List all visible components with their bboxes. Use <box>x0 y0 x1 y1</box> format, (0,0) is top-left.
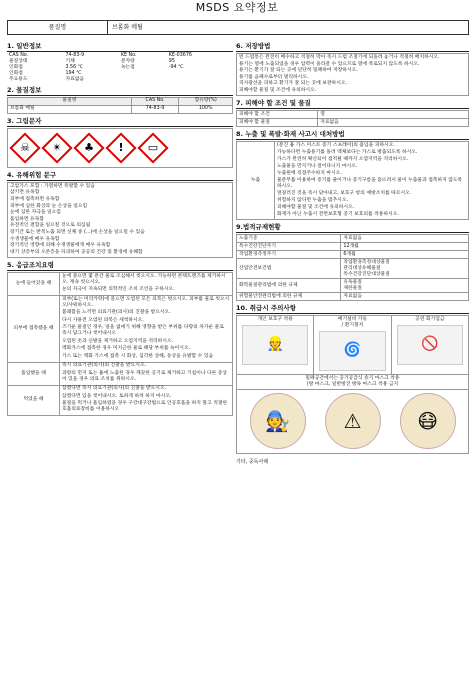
section-general-heading: 1. 일반정보 <box>7 42 233 52</box>
substance-name: 브롬화 메틸 <box>8 105 132 113</box>
respirator-worker-icon: 🧑‍🔧 <box>250 393 306 449</box>
firstaid-text <box>60 273 233 296</box>
general-info-value: 기체 <box>65 58 75 64</box>
handling-ppe <box>237 316 314 374</box>
leak-line: 가스가 완전히 확산되어 점적될 때까지 오염지역을 격리하시오. <box>277 156 409 162</box>
right-column <box>236 42 469 465</box>
general-info-value: 194 ℃ <box>65 70 82 76</box>
leak-line: 노출물을 만지거나 걸어다니지 마시오. <box>277 163 358 169</box>
section-leak-heading: 8. 누출 및 폭발·화재 사고시 대처방법 <box>236 130 469 140</box>
section-firstaid-heading: 5. 응급조치요령 <box>7 261 233 271</box>
general-info-row <box>7 77 233 83</box>
gas-mask-icon: 😷 <box>400 393 456 449</box>
ventilation-icon: 🌀 <box>319 331 385 371</box>
storage-line: 용기를 음폐수로부터 멀리하시오. <box>239 74 309 80</box>
firstaid-label: 눈에 들어갔을 때 <box>8 273 60 296</box>
avoid-table <box>236 110 469 127</box>
firstaid-line: 물질을 먹거나 흡입하였을 경우 구강대구강법으로 인공호흡을 하지 말고 적절한 호흡의료장비를 이용하시오 <box>62 400 228 412</box>
regulation-row <box>237 259 469 279</box>
general-info-label: 물질상태 <box>9 58 28 64</box>
storage-line: 빈 드럼통은 완전히 배수하고 적절히 막아 즉시 드럼 조절기에 되돌려 놓거나 적절히 배치하시오. <box>239 55 440 60</box>
section-handling-heading: 10. 취급시 주의사항 <box>236 304 469 314</box>
firstaid-label: 먹었을 때 <box>8 385 60 415</box>
regulation-row <box>237 293 469 301</box>
leak-text <box>275 142 469 220</box>
product-label: 품질명 <box>8 21 108 34</box>
regulation-value: 자료없음 <box>341 235 469 243</box>
firstaid-line: 즉시 의료기관(의사)의 진찰을 받으시오. <box>62 363 146 369</box>
section-substance-heading: 2. 물질정보 <box>7 86 233 96</box>
storage-text <box>236 53 469 96</box>
general-info-value: KE-03676 <box>168 53 192 58</box>
leak-line: (분진 흄 가스 미스트 증기 스프레이)의 흡입을 피하시오. <box>277 142 395 148</box>
general-info-label: KE No. <box>120 53 137 58</box>
handling-ventilation <box>314 316 391 374</box>
general-info-label <box>119 77 167 83</box>
hazard-statement: 유전적인 결함을 일으킬 것으로 의심됨 <box>10 223 91 229</box>
firstaid-line: 오염된 옷과 신발을 제거하고 오염지역을 격리하시오. <box>62 338 174 344</box>
col-cas: CAS No. <box>131 97 179 105</box>
general-info-value: 74-83-9 <box>65 53 85 58</box>
col-substance-name: 물질명 <box>8 97 132 105</box>
general-info-label: 녹는점 <box>120 64 135 70</box>
product-value: 브롬화 메틸 <box>112 23 143 31</box>
warning-sign-icon: ⚠ <box>325 393 381 449</box>
firstaid-row <box>8 296 233 362</box>
regulation-value: 유독물질 제한물질 <box>341 279 469 293</box>
regulation-label: 화학물질관리법에 의한 규제 <box>237 279 341 293</box>
firstaid-text <box>60 296 233 362</box>
hazard-statement: 수생생물에 매우 유독함 <box>10 236 60 242</box>
storage-line: 직사광선을 피하고 환기가 잘 되는 곳에 보관하시오. <box>239 81 347 87</box>
leak-label: 누출 <box>237 142 275 220</box>
substance-content: 100% <box>179 105 233 113</box>
storage-line: 피해야할 물질 및 조건에 유의하시오. <box>239 87 317 93</box>
regulation-value: 작업환경측정대상물질 관리대상유해물질 특수건강진단대상물질 <box>341 259 469 279</box>
firstaid-label: 흡입했을 때 <box>8 362 60 385</box>
handling-nofire-label: 공연 화기엄금 <box>415 317 445 323</box>
regulation-row <box>237 243 469 251</box>
handling-nofire <box>392 316 468 374</box>
hazard-statement: 장기적인 영향에 의해 수생생물에게 매우 유독함 <box>10 243 111 249</box>
regulation-value: 자료없음 <box>341 293 469 301</box>
regulation-label: 위험물안전관리법에 의한 규제 <box>237 293 341 301</box>
storage-line: 용기는 환기가 잘 되는 곳에 단단히 밀폐하여 저장하시오. <box>239 68 358 74</box>
general-info-value: 자료없음 <box>65 76 84 82</box>
general-info-value: 95 <box>168 58 175 64</box>
section-hazard-heading: 4. 유해위험 문구 <box>7 171 233 181</box>
firstaid-row <box>8 362 233 385</box>
section-regulation-heading: 9.법적규제현황 <box>236 223 469 233</box>
firstaid-text <box>60 385 233 415</box>
regulation-label: 작업환경측정주기 <box>237 251 341 259</box>
section-storage-heading: 6. 저장방법 <box>236 42 469 52</box>
section-pictogram-heading: 3. 그림문자 <box>7 117 233 127</box>
avoid-material-label: 피해야 할 물질 <box>237 119 318 127</box>
col-content: 함유량(%) <box>179 97 233 105</box>
environment-icon: ♣ <box>74 133 104 163</box>
general-info-table <box>7 53 233 83</box>
regulation-label: 노출기준 <box>237 235 341 243</box>
handling-pictures <box>236 390 469 454</box>
no-fire-icon: 🚫 <box>397 325 463 365</box>
leak-line: 물분무를 이용하여 증기를 줄이거나 증기구름을 흩뜨려서 물이 누출물과 접촉하지 않도록 하시오. <box>277 177 463 189</box>
general-info-value <box>167 77 233 83</box>
storage-line: 용기는 열에 노출되었을 경우 압력이 올라갈 수 있으므로 열에 폭로되지 않도록 하시오. <box>239 61 420 67</box>
hazard-statement: 흡입하면 유독함 <box>10 216 44 222</box>
page-title: MSDS 요약정보 <box>195 1 279 14</box>
hazard-statement: 장기간 또는 반복노출 되면 신체 중 (...)에 손상을 일으킬 수 있음 <box>10 229 145 235</box>
firstaid-line: 눈에 묻으면 몇 분간 물로 조심해서 씻으시오. 가능하면 콘택트렌즈를 제거하시오. 계속 씻으시오. <box>62 273 226 285</box>
leak-line: 위험하지 않다면 누출을 멈추시오. <box>277 197 348 203</box>
firstaid-text <box>60 362 233 385</box>
regulation-row <box>237 235 469 243</box>
left-column <box>7 42 233 416</box>
general-info-label: 인화점 <box>9 70 23 76</box>
firstaid-line: 불쾌함을 느끼면 의료기관(의사)의 진찰을 받으시오. <box>62 310 171 316</box>
avoid-condition-label: 피해야 할 조건 <box>237 111 318 119</box>
footer-note: 기타, 중독사례 <box>236 459 269 466</box>
toxic-skull-icon: ☠ <box>10 133 40 163</box>
firstaid-line: 과량의 먼지 또는 흄에 노출된 경우 깨끗한 공기로 제거하고 기침이나 다른 증상이 있을 경우 의료 조치를 취하시오. <box>62 370 228 382</box>
regulation-value: 12개월 <box>341 243 469 251</box>
handling-ventilation-label: 배기설비 가동 / 환기철저 <box>337 317 368 329</box>
gas-cylinder-icon: ▭ <box>138 133 168 163</box>
exclamation-icon: ! <box>106 133 136 163</box>
leak-line: 피해야할 물질 및 조건에 유의하시오. <box>277 204 355 210</box>
regulation-table <box>236 234 469 301</box>
avoid-material-value: 자료없음 <box>318 119 469 127</box>
general-info-value: 3.56 ℃ <box>65 64 84 70</box>
handling-grid <box>236 315 469 375</box>
general-info-label: 인화점 <box>9 64 23 70</box>
firstaid-line: 눈의 자극이 지속되면 의학적인 조치 조언을 구하시오. <box>62 287 175 293</box>
general-info-label: 주요용도 <box>9 76 28 82</box>
firstaid-line: 삼켰다면 입을 씻어내시오. 토하게 하려 하지 마시오. <box>62 393 172 399</box>
leak-line: 누출원에 직접주수하지 마시오. <box>277 170 342 176</box>
firstaid-line: 삼켰다면 즉시 의료기관(의사)의 진찰을 받으시오. <box>62 386 167 392</box>
leak-table <box>236 141 469 220</box>
firstaid-table <box>7 272 233 416</box>
general-info-label: 분자량 <box>120 58 135 64</box>
hazard-statement: 피부에 심한 화상과 눈 손상을 일으킴 <box>10 203 88 209</box>
hazard-statement: 대기 상층부의 오존층을 파괴하여 공공의 건강 및 환경에 유해함 <box>10 249 143 255</box>
firstaid-line: 피부(또는 머리카락)에 묻으면 오염된 모든 의복은 벗으시오. 피부를 물로 씻으시오/샤워하시오. <box>62 296 230 308</box>
hazard-statements <box>7 182 233 258</box>
firstaid-line: 가스 또는 액화 가스에 접촉 시 화상, 심각한 상해, 동상을 유발할 수 있음 <box>62 353 214 359</box>
pictogram-row <box>7 128 233 168</box>
firstaid-row <box>8 385 233 415</box>
hazard-statement: 눈에 심한 자극을 일으킴 <box>10 210 61 216</box>
general-info-value: -94 ℃ <box>168 64 184 70</box>
firstaid-row <box>8 273 233 296</box>
firstaid-label: 피부에 접촉했을 때 <box>8 296 60 362</box>
worker-ppe-icon: 👷 <box>242 325 308 365</box>
regulation-value: 6개월 <box>341 251 469 259</box>
regulation-label: 특수건강진단주기 <box>237 243 341 251</box>
leak-line: 엎질러진 것을 즉시 닦아내고, 보호구 항의 예방조치를 따르시오. <box>277 190 412 196</box>
handling-ppe-label: 개인 보호구 착용 <box>257 317 293 323</box>
hazard-statement: 피부에 접촉하면 유독함 <box>10 197 60 203</box>
leak-line: 가능하다면 누출용기를 돌려 액체보다는 가스로 방출되도록 하시오. <box>277 149 418 155</box>
regulation-row <box>237 251 469 259</box>
avoid-condition-value: 열 <box>318 111 469 119</box>
substance-table <box>7 97 233 114</box>
firstaid-line: 액화가스에 접촉한 경우 미지근한 물로 해당 부위를 녹이시오. <box>62 346 191 352</box>
hazard-statement: 고압가스 포함 : 가열하면 폭발할 수 있음 <box>10 183 95 189</box>
product-row <box>7 20 469 35</box>
regulation-label: 산업안전보건법 <box>237 259 341 279</box>
leak-line: 화재가 아닌 누출시 전면보호형 증기 보호의를 착용하시오. <box>277 211 399 217</box>
general-info-label: CAS No. <box>9 53 29 58</box>
firstaid-line: 다시 사용전 오염된 의복은 세척하시오. <box>62 317 144 323</box>
firstaid-line: 즈기운 물질인 경우, 얼을 없애기 위해 영향을 받은 부위를 다량의 차가운 물로 즉시 담그거나 씻어내시오 <box>62 325 224 337</box>
substance-cas: 74-83-9 <box>131 105 179 113</box>
hazard-statement: 삼키면 유독함 <box>10 190 40 196</box>
health-hazard-icon: ✴ <box>42 133 72 163</box>
handling-note: 밀폐공간에서는 공기공급식 송기 마스크 착용 (방 마스크, 일반방진 방독 마스크 착용 금지 <box>236 375 469 390</box>
section-avoid-heading: 7. 피해야 할 조건 및 물질 <box>236 99 469 109</box>
regulation-row <box>237 279 469 293</box>
